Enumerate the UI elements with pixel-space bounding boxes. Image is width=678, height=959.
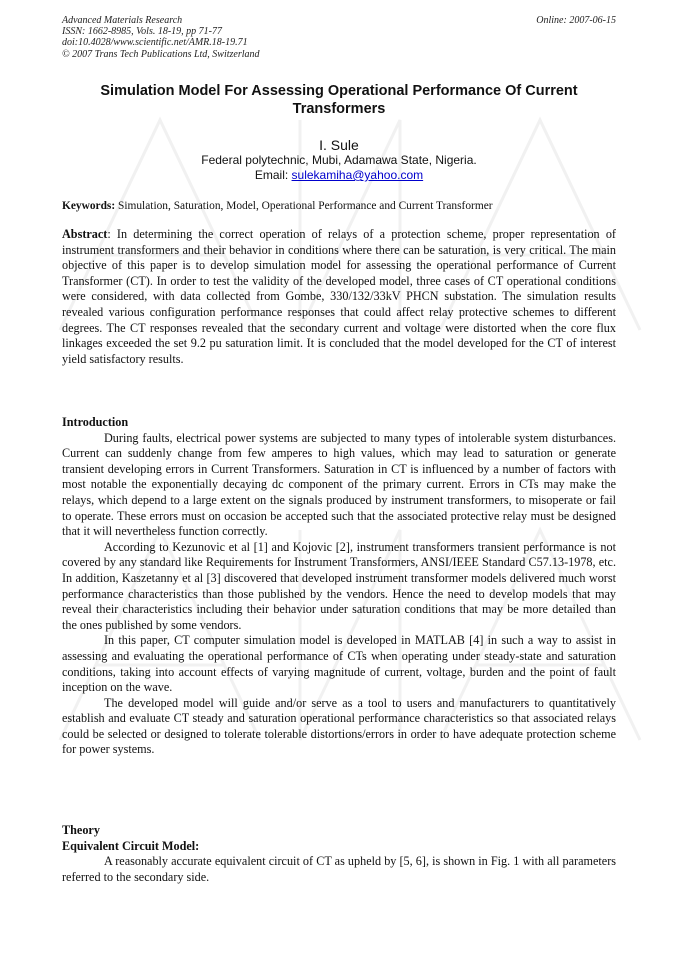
theory-section — [62, 823, 616, 885]
author-affiliation-block — [62, 153, 616, 183]
online-date: Online: 2007-06-15 — [536, 15, 616, 26]
equivalent-circuit-heading: Equivalent Circuit Model: — [62, 838, 200, 853]
author-name: I. Sule — [319, 137, 359, 153]
intro-paragraph: The developed model will guide and/or serve as a tool to users and manufacturers to quantitatively establish and evaluate CT steady and saturation operational performance characteristics so that associated relays could be selected or designed to tolerate tolerable distortions/errors in order to have adequate protection scheme for power systems. — [62, 695, 616, 757]
theory-paragraph: A reasonably accurate equivalent circuit of CT as upheld by [5, 6], is shown in Fig. 1 with all parameters referred to the secondary side. — [62, 854, 616, 884]
journal-name: Advanced Materials Research — [62, 15, 183, 26]
theory-heading: Theory — [62, 823, 100, 837]
journal-header — [62, 15, 616, 60]
issn-line: ISSN: 1662-8985, Vols. 18-19, pp 71-77 — [62, 26, 222, 38]
intro-paragraph: During faults, electrical power systems are subjected to many types of intolerable system disturbances. Current can suddenly change from few amperes to high values, which may lead to saturation or generate transient developing errors in Current Transformers. Saturation in CT is influenced by a number of factors with most notable the exponentially decaying dc component of the primary current. Errors in CTs may make the relays, which depend to a large extent on the signals produced by instrument transformers, to misoperate or fail to operate. These errors must on occasion be accepted such that the associated protective relay must be designed that it will nevertheless function correctly. — [62, 430, 616, 539]
keywords-section — [62, 199, 616, 215]
abstract-text: : In determining the correct operation of relays of a protection scheme, proper representation of instrument transformers and their behavior in conditions where there can be saturation, is very critical. The main objective of this paper is to develop simulation model for assessing the operational performance of Current Transformer (CT). In order to test the validity of the developed model, three cases of CT operational conditions were considered, with data collected from Gombe, 330/132/33kV PHCN substation. The simulation results revealed various configuration performance responses that could affect relay protective schemes to different degrees. The CT responses revealed that the secondary current and voltage were distorted when the core flux linkages exceeded the set 9.2 pu saturation limit. It is concluded that the model developed for the CT of interest yield satisfactory results. — [62, 227, 616, 366]
author-affiliation: Federal polytechnic, Mubi, Adamawa State, Nigeria. — [201, 153, 477, 167]
keywords-label: Keywords: — [62, 200, 116, 212]
keywords-text: Simulation, Saturation, Model, Operational Performance and Current Transformer — [115, 200, 493, 212]
introduction-section — [62, 415, 616, 758]
email-link[interactable]: sulekamiha@yahoo.com — [291, 168, 424, 182]
author-email-line — [62, 168, 616, 183]
copyright-line: © 2007 Trans Tech Publications Ltd, Switzerland — [62, 48, 260, 60]
email-label: Email: — [254, 168, 292, 182]
intro-paragraph: According to Kezunovic et al [1] and Kojovic [2], instrument transformers transient performance is not covered by any standard like Requirements for Instrument Transformers, ANSI/IEEE Standard C57.13-1978, etc. In addition, Kaszetanny et al [3] discovered that developed instrument transformer models delivered much worst performance characteristics than those published by the vendors. Hence the need to develop models that may reveal their characteristics including their behavior under saturation conditions that may be more detailed than the ones published by some vendors. — [62, 539, 616, 632]
abstract-section — [62, 227, 616, 367]
doi-line: doi:10.4028/www.scientific.net/AMR.18-19.71 — [62, 37, 248, 49]
abstract-label: Abstract — [62, 227, 108, 241]
paper-title: Simulation Model For Assessing Operational Performance Of Current Transformers — [100, 83, 578, 117]
intro-paragraph: In this paper, CT computer simulation model is developed in MATLAB [4] in such a way to assist in assessing and evaluating the operational performance of CTs when operating under steady-state and saturation conditions, taking into account effects of varying magnitude of current, voltage, burden and the point of fault inception on the wave. — [62, 633, 616, 695]
introduction-heading: Introduction — [62, 415, 129, 429]
